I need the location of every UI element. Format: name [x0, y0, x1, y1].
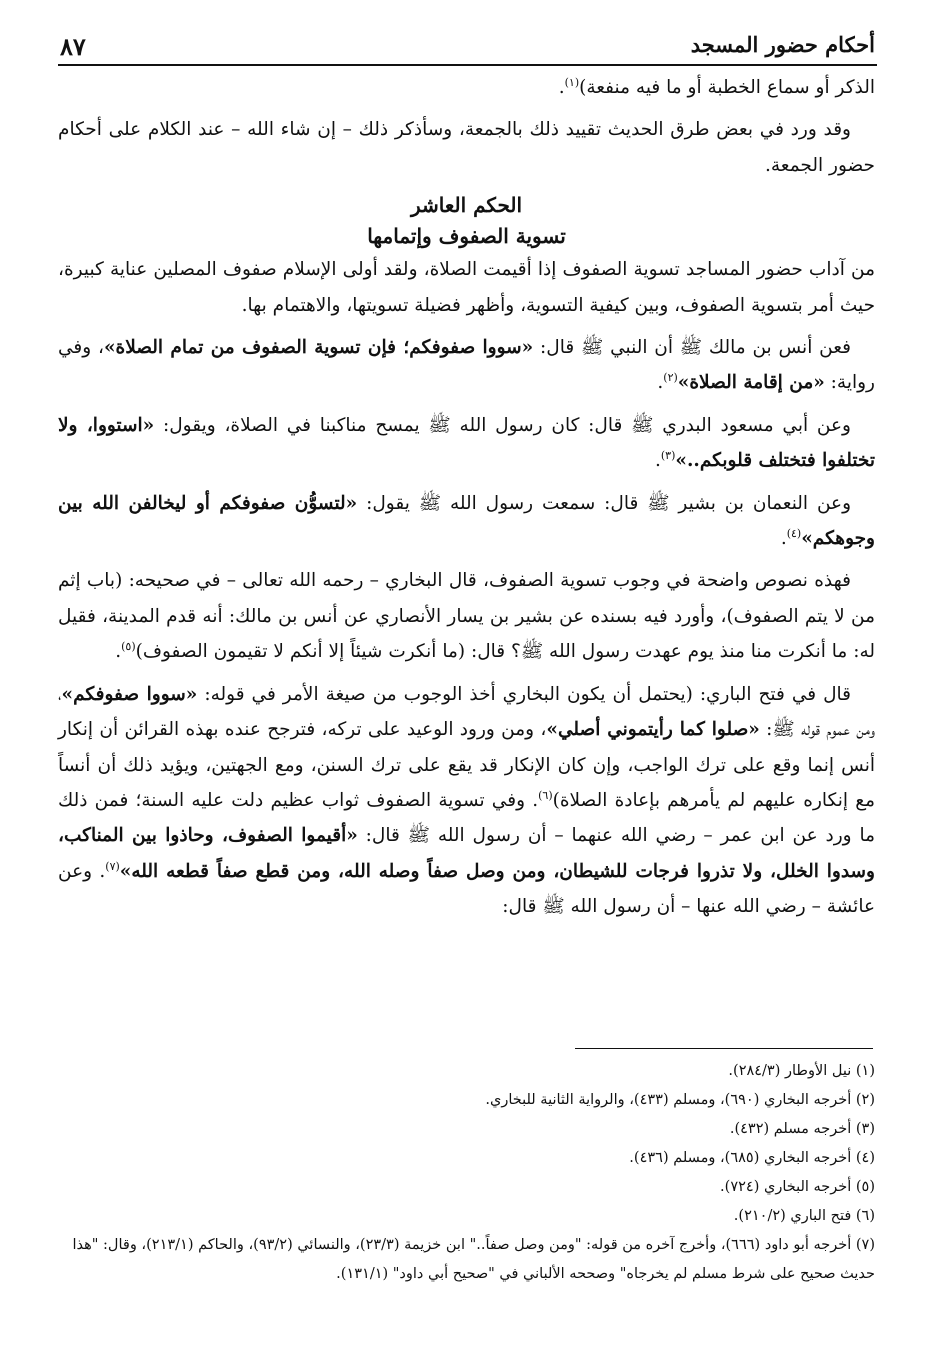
punctuation: . [654, 450, 661, 472]
hadith-quote: «صلوا كما رأيتموني أصلي» [546, 719, 760, 741]
hadith-quote: «لتسوُّن صفوفكم أو ليخالفن الله بين وجوهكم» [58, 492, 875, 550]
section-subheading: تسوية الصفوف وإتمامها [367, 224, 566, 249]
footnote: (٧) أخرجه أبو داود (٦٦٦)، وأخرج آخره من قوله: "ومن وصل صفاً.." ابن خزيمة (٢٣/٣)، والنسائي (٩٣/٢)، والحاكم (٢١٣/١)، وقال: "هذا حديث صحيح على شرط مسلم لم يخرجاه" وصححه الألباني في "صحيح أبي داود" (١٣١/١). [72, 1237, 875, 1282]
footnote-ref: (٤) [786, 526, 802, 540]
paragraph-text: ، ومن عموم قوله ﷺ: [58, 683, 876, 741]
footnote-ref: (٢) [663, 371, 678, 385]
header-rule [58, 64, 877, 66]
page-body [58, 70, 875, 932]
footnote: (١) نيل الأوطار (٢٨٤/٣). [728, 1063, 875, 1079]
footnote-ref: (٣) [660, 449, 676, 463]
paragraph [58, 563, 875, 669]
running-title: أحكام حضور المسجد [690, 32, 875, 57]
paragraph-text: وعن أبي مسعود البدري ﷺ قال: كان رسول الله ﷺ يمسح مناكبنا في الصلاة، ويقول: [154, 414, 851, 436]
footnote: (٢) أخرجه البخاري (٦٩٠)، ومسلم (٤٣٣)، والرواية الثانية للبخاري. [485, 1092, 875, 1108]
hadith-quote: «سووا صفوفكم» [61, 683, 198, 705]
paragraph [58, 408, 875, 479]
footnote-separator [575, 1048, 873, 1049]
paragraph-text: من آداب حضور المساجد تسوية الصفوف إذا أقيمت الصلاة، ولقد أولى الإسلام صفوف المصلين عناية كبيرة، حيث أمر بتسوية الصفوف، وبين كيفية التسوية، وأظهر فضيلة تسويتها، والاهتمام بها. [58, 259, 875, 316]
hadith-quote: «أقيموا الصفوف، وحاذوا بين المناكب، وسدوا الخلل، ولا تذروا فرجات للشيطان، ومن وصل صفاً وصله الله، ومن قطع صفاً قطعه الله» [58, 825, 875, 882]
paragraph-text: قال في فتح الباري: (يحتمل أن يكون البخاري أخذ الوجوب من صيغة الأمر في قوله: [197, 683, 851, 705]
footnote: (٤) أخرجه البخاري (٦٨٥)، ومسلم (٤٣٦). [629, 1150, 875, 1166]
punctuation: . [780, 528, 787, 550]
page-header [60, 32, 875, 60]
paragraph-text: فهذه نصوص واضحة في وجوب تسوية الصفوف، قال البخاري – رحمه الله تعالى – في صحيحه: (باب إثم من لا يتم الصفوف)، وأورد فيه بسنده عن بشير بن يسار الأنصاري عن أنس بن مالك: أنه قدم المدينة، فقيل له: ما أنكرت منا منذ يوم عهدت رسول الله ﷺ؟ قال: (ما أنكرت شيئاً إلا أنكم لا تقيمون الصفوف) [58, 570, 875, 663]
footnote: (٦) فتح الباري (٢١٠/٢). [733, 1208, 875, 1224]
page-number: ٨٧ [60, 32, 86, 61]
paragraph-text: . وفي تسوية الصفوف ثواب عظيم دلت عليه السنة؛ فمن ذلك ما ورد عن ابن عمر – رضي الله عنهما – أن رسول الله ﷺ قال: [58, 789, 876, 847]
punctuation: . [558, 77, 565, 98]
paragraph [58, 252, 875, 323]
paragraph [58, 677, 875, 925]
punctuation: . [657, 372, 664, 394]
hadith-quote: «من إقامة الصلاة» [677, 372, 825, 394]
footnote-ref: (٧) [105, 859, 120, 873]
paragraph [58, 70, 875, 105]
paragraph [58, 330, 875, 401]
hadith-quote: «استووا، ولا تختلفوا فتختلف قلوبكم..» [58, 414, 875, 472]
section-heading: الحكم العاشر [410, 193, 523, 218]
footnote: (٣) أخرجه مسلم (٤٣٢). [729, 1121, 875, 1137]
paragraph-text: وقد ورد في بعض طرق الحديث تقييد ذلك بالجمعة، وسأذكر ذلك – إن شاء الله – عند الكلام على أحكام حضور الجمعة. [58, 119, 875, 176]
footnotes [58, 1057, 875, 1289]
hadith-quote: «سووا صفوفكم؛ فإن تسوية الصفوف من تمام الصلاة» [103, 337, 534, 359]
paragraph-text: ، ومن ورود الوعيد على تركه، فترجح عنده بهذه القرائن أن إنكار أنس إنما وقع على ترك الواجب، وإن كان الإنكار قد يقع على ترك السنن، ومع الجهتين، ويؤيد ذلك أن أنساً مع إنكاره عليهم لم يأمرهم بإعادة الصلاة) [58, 719, 875, 811]
footnote-ref: (٥) [121, 640, 136, 654]
footnote-ref: (١) [564, 75, 580, 89]
paragraph-text: فعن أنس بن مالك ﷺ أن النبي ﷺ قال: [533, 337, 851, 359]
footnote-ref: (٦) [538, 788, 553, 802]
paragraph [58, 112, 875, 183]
paragraph-text: وعن النعمان بن بشير ﷺ قال: سمعت رسول الله ﷺ يقول: [357, 492, 852, 514]
paragraph [58, 486, 875, 557]
punctuation: . [115, 641, 122, 663]
paragraph-text: ، وفي رواية: [58, 337, 875, 394]
paragraph-text: الذكر أو سماع الخطبة أو ما فيه منفعة) [579, 77, 875, 98]
paragraph-text: . وعن عائشة – رضي الله عنها – أن رسول الله ﷺ قال: [58, 860, 875, 918]
footnote: (٥) أخرجه البخاري (٧٢٤). [720, 1179, 875, 1195]
